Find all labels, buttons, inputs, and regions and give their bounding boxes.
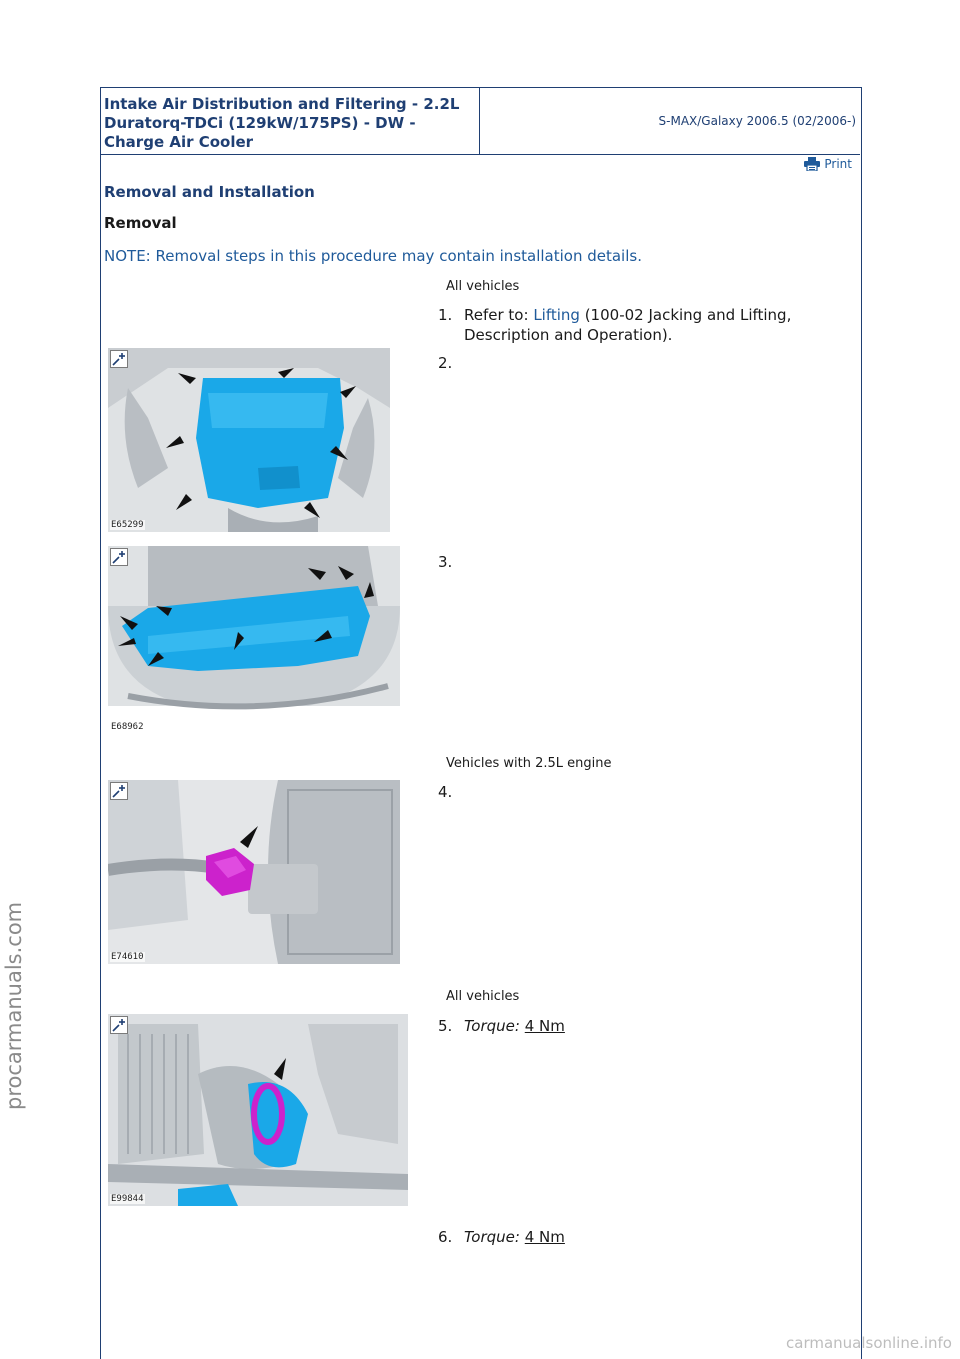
torque-value[interactable]: 4 Nm (524, 1228, 565, 1246)
condition-all-vehicles: All vehicles (446, 279, 520, 294)
document-header (100, 87, 860, 155)
step-1 (438, 305, 792, 344)
step-text (464, 1227, 844, 1247)
condition-all-vehicles-2: All vehicles (446, 989, 520, 1004)
figure-id: E65299 (111, 520, 144, 530)
step-number: 5. (438, 1017, 453, 1035)
step-number: 1. (438, 306, 453, 324)
zoom-icon[interactable] (110, 350, 128, 368)
figure-undershield[interactable] (108, 348, 390, 532)
zoom-icon[interactable] (110, 782, 128, 800)
torque-label: Torque: (464, 1228, 520, 1246)
printer-icon (804, 157, 820, 171)
step-3 (438, 552, 464, 572)
condition-2-5l-engine: Vehicles with 2.5L engine (446, 756, 612, 771)
figure-front-shield[interactable] (108, 546, 400, 734)
step-number: 2. (438, 354, 453, 372)
step-5 (438, 1016, 565, 1036)
undershield-illustration (108, 348, 390, 532)
zoom-icon[interactable] (110, 548, 128, 566)
figure-id: E68962 (111, 722, 144, 732)
figure-air-hose-clamp[interactable] (108, 1014, 408, 1206)
side-watermark: procarmanuals.com (2, 901, 26, 1110)
document-title: Intake Air Distribution and Filtering - 2.2L Duratorq-TDCi (129kW/175PS) - DW - Charge Air Cooler (104, 95, 460, 151)
subsection-title: Removal (104, 214, 177, 232)
front-shield-illustration (108, 546, 400, 734)
torque-label: Torque: (464, 1017, 520, 1035)
removal-note: NOTE: Removal steps in this procedure may contain installation details. (104, 247, 642, 265)
print-button[interactable] (804, 157, 852, 171)
figure-id: E99844 (111, 1194, 144, 1204)
torque-value[interactable]: 4 Nm (524, 1017, 565, 1035)
step-2 (438, 353, 464, 373)
section-title: Removal and Installation (104, 183, 315, 201)
step-number: 3. (438, 553, 453, 571)
zoom-icon[interactable] (110, 1016, 128, 1034)
step-number: 4. (438, 783, 453, 801)
vehicle-label: S-MAX/Galaxy 2006.5 (02/2006-) (658, 114, 856, 128)
print-label: Print (824, 157, 852, 171)
vehicle-applicability (480, 88, 860, 154)
step-number: 6. (438, 1228, 453, 1246)
step-text: Refer to: Lifting (100-02 Jacking and Lifting, Description and Operation). (464, 306, 792, 344)
connector-illustration (108, 780, 400, 964)
step-6 (438, 1227, 565, 1247)
bottom-watermark: carmanualsonline.info (786, 1334, 952, 1352)
air-hose-clamp-illustration (108, 1014, 408, 1206)
figure-connector[interactable] (108, 780, 400, 964)
step-text (464, 1016, 844, 1036)
figure-id: E74610 (111, 952, 144, 962)
lifting-link[interactable]: Lifting (533, 306, 580, 324)
step-4 (438, 782, 464, 802)
